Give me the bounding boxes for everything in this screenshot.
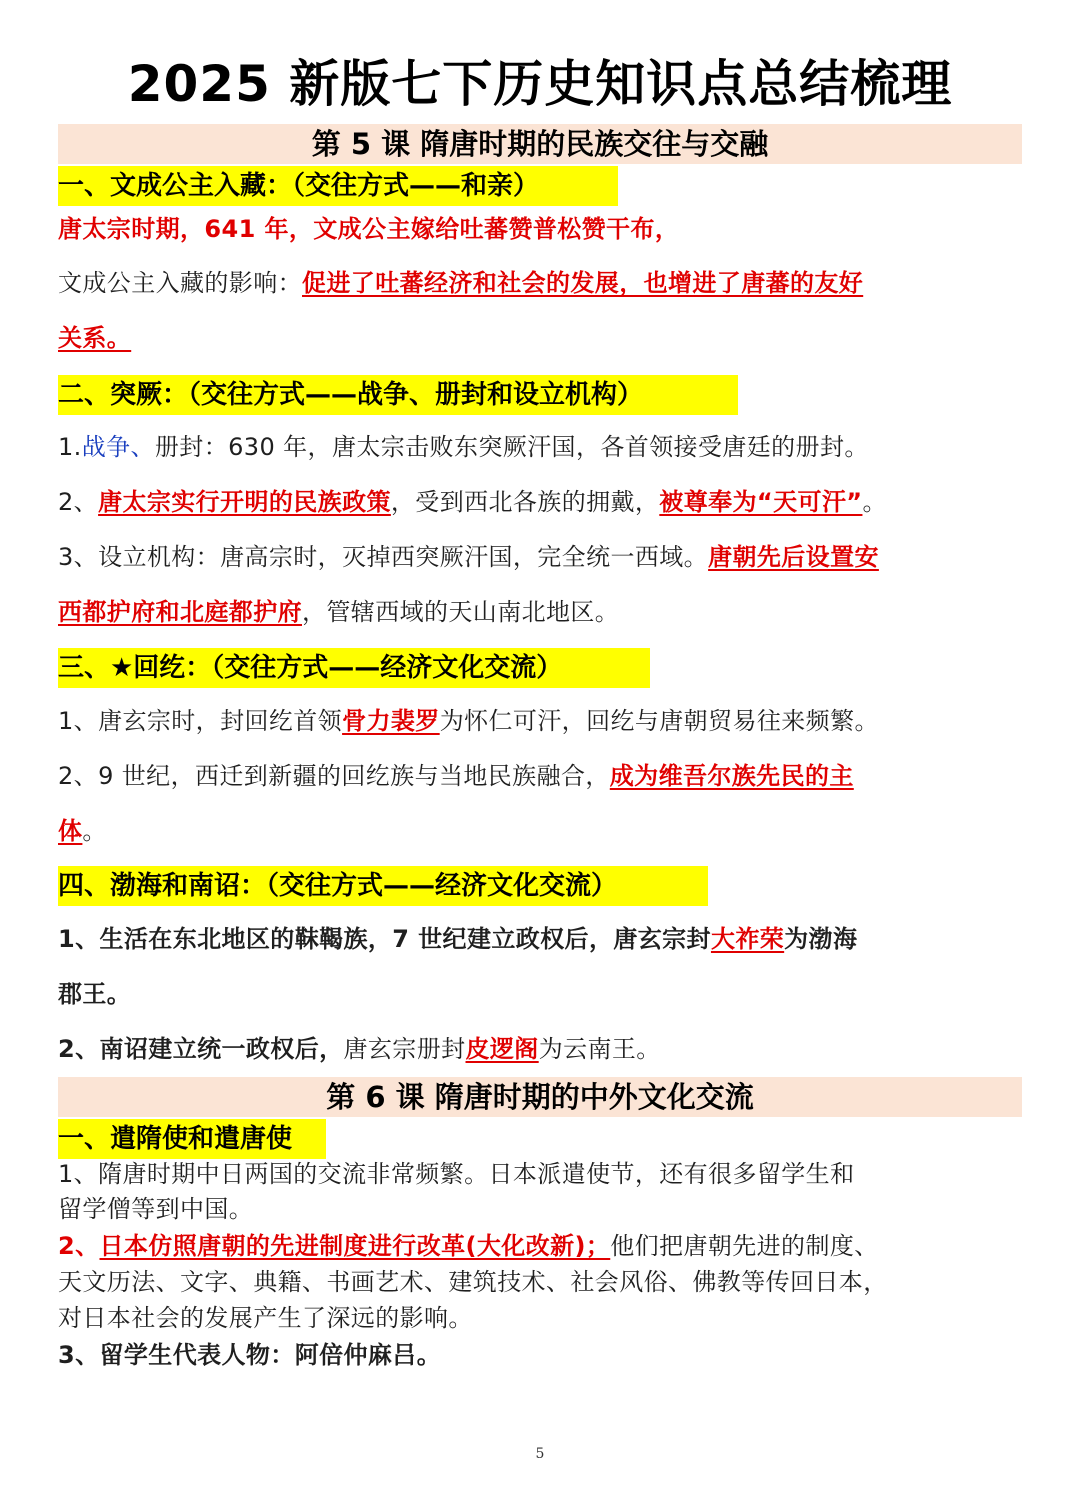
s4-line-3-highlight: 皮逻阁 — [465, 1035, 539, 1063]
s3-line-1 — [58, 704, 879, 738]
l6-line-3-number: 2、 — [58, 1232, 100, 1260]
section-4-heading: 四、渤海和南诏：（交往方式——经济文化交流） — [58, 866, 708, 906]
l6-line-5: 对日本社会的发展产生了深远的影响。 — [58, 1304, 473, 1332]
s1-line-3-highlight: 关系。 — [58, 324, 132, 352]
s3-line-1-prefix: 1、唐玄宗时，封回纥首领 — [58, 707, 343, 735]
s2-line-3-highlight: 唐朝先后设置安 — [708, 543, 879, 571]
s3-line-3-highlight: 体 — [58, 817, 83, 845]
s2-line-1 — [58, 430, 869, 464]
s1-line-1 — [58, 212, 679, 246]
s4-line-3 — [58, 1032, 661, 1066]
s2-line-2-highlight-1: 唐太宗实行开明的民族政策 — [98, 488, 391, 516]
s4-line-1 — [58, 922, 857, 956]
s1-line-1-text: 唐太宗时期，641 年，文成公主嫁给吐蕃赞普松赞干布， — [58, 215, 680, 243]
s2-line-1-blue: 战争、 — [81, 433, 155, 461]
l6-line-3 — [58, 1229, 879, 1263]
s1-line-3 — [58, 321, 131, 355]
s2-line-3-prefix: 3、设立机构：唐高宗时，灭掉西突厥汗国，完全统一西域。 — [58, 543, 709, 571]
lesson-6-heading: 第 6 课 隋唐时期的中外文化交流 — [58, 1077, 1022, 1117]
s3-line-2-prefix: 2、9 世纪，西迁到新疆的回纥族与当地民族融合， — [58, 762, 610, 790]
s3-line-3 — [58, 814, 107, 848]
s1-line-2-prefix: 文成公主入藏的影响： — [58, 269, 302, 297]
l6-line-1: 1、隋唐时期中日两国的交流非常频繁。日本派遣使节，还有很多留学生和 — [58, 1160, 855, 1188]
l6-line-3-rest: 他们把唐朝先进的制度、 — [610, 1232, 879, 1260]
s4-line-1-rest: 为渤海 — [784, 925, 858, 953]
s2-line-4 — [58, 595, 619, 629]
s2-line-1-rest: 册封：630 年，唐太宗击败东突厥汗国，各首领接受唐廷的册封。 — [154, 433, 869, 461]
s3-line-1-rest: 为怀仁可汗，回纥与唐朝贸易往来频繁。 — [439, 707, 879, 735]
s3-line-2-highlight: 成为维吾尔族先民的主 — [609, 762, 854, 790]
l6-line-3-highlight: 日本仿照唐朝的先进制度进行改革(大化改新)； — [99, 1232, 611, 1260]
s1-line-2-highlight: 促进了吐蕃经济和社会的发展，也增进了唐蕃的友好 — [302, 269, 864, 297]
s2-line-1-number: 1. — [58, 433, 82, 461]
document-title: 2025 新版七下历史知识点总结梳理 — [127, 55, 953, 113]
section-3-heading: 三、★回纥：（交往方式——经济文化交流） — [58, 648, 650, 688]
page-number: 5 — [535, 1446, 545, 1462]
s3-line-2 — [58, 759, 854, 793]
s2-line-3 — [58, 540, 879, 574]
section-2-heading: 二、突厥：（交往方式——战争、册封和设立机构） — [58, 375, 738, 415]
l6-line-2: 留学僧等到中国。 — [58, 1195, 254, 1223]
lesson-5-heading: 第 5 课 隋唐时期的民族交往与交融 — [58, 124, 1022, 164]
s2-line-2-end: 。 — [862, 488, 887, 516]
s2-line-2-middle: ，受到西北各族的拥戴， — [390, 488, 660, 516]
s2-line-4-rest: ，管辖西域的天山南北地区。 — [302, 598, 620, 626]
s4-line-3-prefix: 2、南诏建立统一政权后， — [58, 1035, 344, 1063]
s4-line-1-prefix: 1、生活在东北地区的靺鞨族，7 世纪建立政权后，唐玄宗封 — [58, 925, 711, 953]
s3-line-1-highlight: 骨力裴罗 — [342, 707, 440, 735]
s4-line-3-rest: 为云南王。 — [538, 1035, 661, 1063]
s2-line-2 — [58, 485, 887, 519]
l6-line-6: 3、留学生代表人物：阿倍仲麻吕。 — [58, 1341, 442, 1369]
s1-line-2 — [58, 266, 863, 300]
s2-line-2-highlight-2: 被尊奉为“天可汗” — [659, 488, 863, 516]
s4-line-3-middle: 唐玄宗册封 — [343, 1035, 466, 1063]
s3-line-3-rest: 。 — [82, 817, 107, 845]
section-1-heading: 一、文成公主入藏：（交往方式——和亲） — [58, 166, 618, 206]
s2-line-2-number: 2、 — [58, 488, 99, 516]
s4-line-1-highlight: 大祚荣 — [710, 925, 785, 953]
s2-line-4-highlight: 西都护府和北庭都护府 — [58, 598, 302, 626]
l6-section-1-heading: 一、遣隋使和遣唐使 — [58, 1119, 326, 1159]
s4-line-2: 郡王。 — [58, 980, 132, 1008]
l6-line-4: 天文历法、文字、典籍、书画艺术、建筑技术、社会风俗、佛教等传回日本， — [58, 1268, 888, 1296]
